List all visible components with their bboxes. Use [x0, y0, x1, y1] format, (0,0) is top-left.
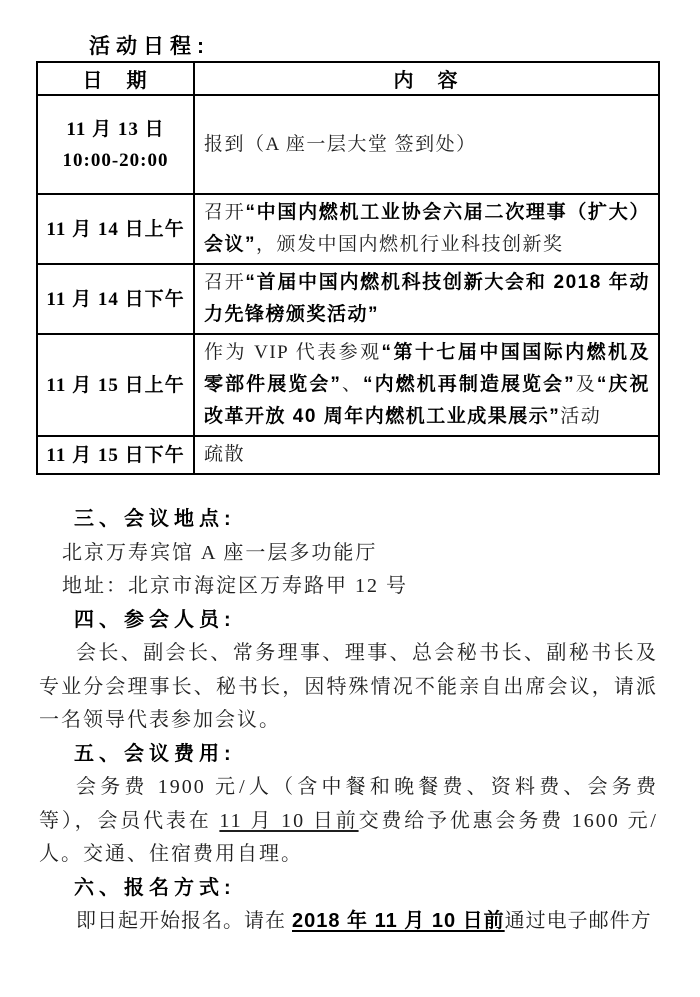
document-sections — [39, 503, 658, 939]
date-cell — [37, 264, 194, 334]
date-line: 11 月 14 日上午 — [46, 218, 185, 240]
text-segment: “首届中国内燃机科技创新大会和 2018 年动力先锋榜颁奖活动” — [204, 272, 650, 325]
table-row — [37, 264, 659, 334]
date-line: 11 月 15 日下午 — [46, 444, 185, 466]
content-cell — [194, 194, 659, 264]
venue-line: 北京万寿宾馆 A 座一层多功能厅 — [62, 541, 378, 564]
table-header-date: 日 期 — [37, 62, 194, 95]
table-header-row — [37, 62, 659, 95]
content-cell — [194, 436, 659, 474]
text-segment: 2018 年 11 月 10 日前 — [292, 910, 505, 932]
date-line: 11 月 15 日上午 — [46, 374, 185, 396]
text-segment: ，颁发中国内燃机行业科技创新奖 — [256, 234, 564, 255]
table-row — [37, 436, 659, 474]
table-header-content: 内 容 — [194, 62, 659, 95]
page-title: 活动日程: — [89, 35, 210, 58]
text-segment: 交费给予优惠会务费 1600 元/人。交通、住宿费用自理。 — [39, 809, 658, 865]
schedule-table — [36, 61, 660, 475]
text-segment: “内燃机再制造展览会” — [363, 374, 576, 395]
text-segment: “庆祝改革开放 40 周年内燃机工业成果展示” — [204, 374, 650, 427]
text-segment: 会务费 1900 元/人（含中餐和晚餐费、资料费、会务费等），会员代表在 — [39, 776, 658, 832]
section-heading-attendees: 四、参会人员: — [74, 608, 236, 631]
text-segment: “中国内燃机工业协会六届二次理事（扩大）会议” — [204, 202, 650, 255]
text-segment: “第十七届中国国际内燃机及零部件展览会” — [204, 342, 650, 395]
fees-paragraph — [39, 771, 658, 872]
text-segment: 、 — [341, 374, 364, 395]
text-segment: 即日起开始报名。请在 — [76, 910, 292, 932]
content-cell — [194, 95, 659, 194]
date-line: 11 月 13 日 — [66, 118, 165, 140]
date-cell — [37, 194, 194, 264]
table-row — [37, 194, 659, 264]
address-line: 地址：北京市海淀区万寿路甲 12 号 — [62, 575, 408, 597]
text-segment: 及 — [575, 374, 597, 395]
date-cell — [37, 95, 194, 194]
text-segment: 活动 — [560, 406, 602, 427]
text-segment: 召开 — [204, 272, 246, 293]
section-heading-registration: 六、报名方式: — [74, 876, 236, 899]
table-row — [37, 334, 659, 436]
content-cell — [194, 264, 659, 334]
text-segment: 通过电子邮件方 — [504, 910, 652, 932]
date-line: 10:00-20:00 — [62, 149, 169, 171]
text-segment: 作为 VIP 代表参观 — [204, 342, 382, 363]
text-segment: 报到（A 座一层大堂 签到处） — [204, 133, 477, 155]
date-line: 11 月 14 日下午 — [46, 288, 185, 310]
content-cell — [194, 334, 659, 436]
date-cell — [37, 334, 194, 436]
attendees-paragraph: 会长、副会长、常务理事、理事、总会秘书长、副秘书长及专业分会理事长、秘书长，因特殊情况不能亲自出席会议，请派一名领导代表参加会议。 — [39, 642, 658, 731]
section-heading-fees: 五、会议费用: — [74, 742, 236, 765]
text-segment: 召开 — [204, 202, 246, 223]
section-heading-venue: 三、会议地点: — [74, 508, 236, 530]
registration-paragraph — [39, 905, 658, 939]
date-cell — [37, 436, 194, 474]
text-segment: 疏散 — [204, 444, 246, 465]
table-row — [37, 95, 659, 194]
text-segment: 11 月 10 日前 — [219, 809, 359, 832]
